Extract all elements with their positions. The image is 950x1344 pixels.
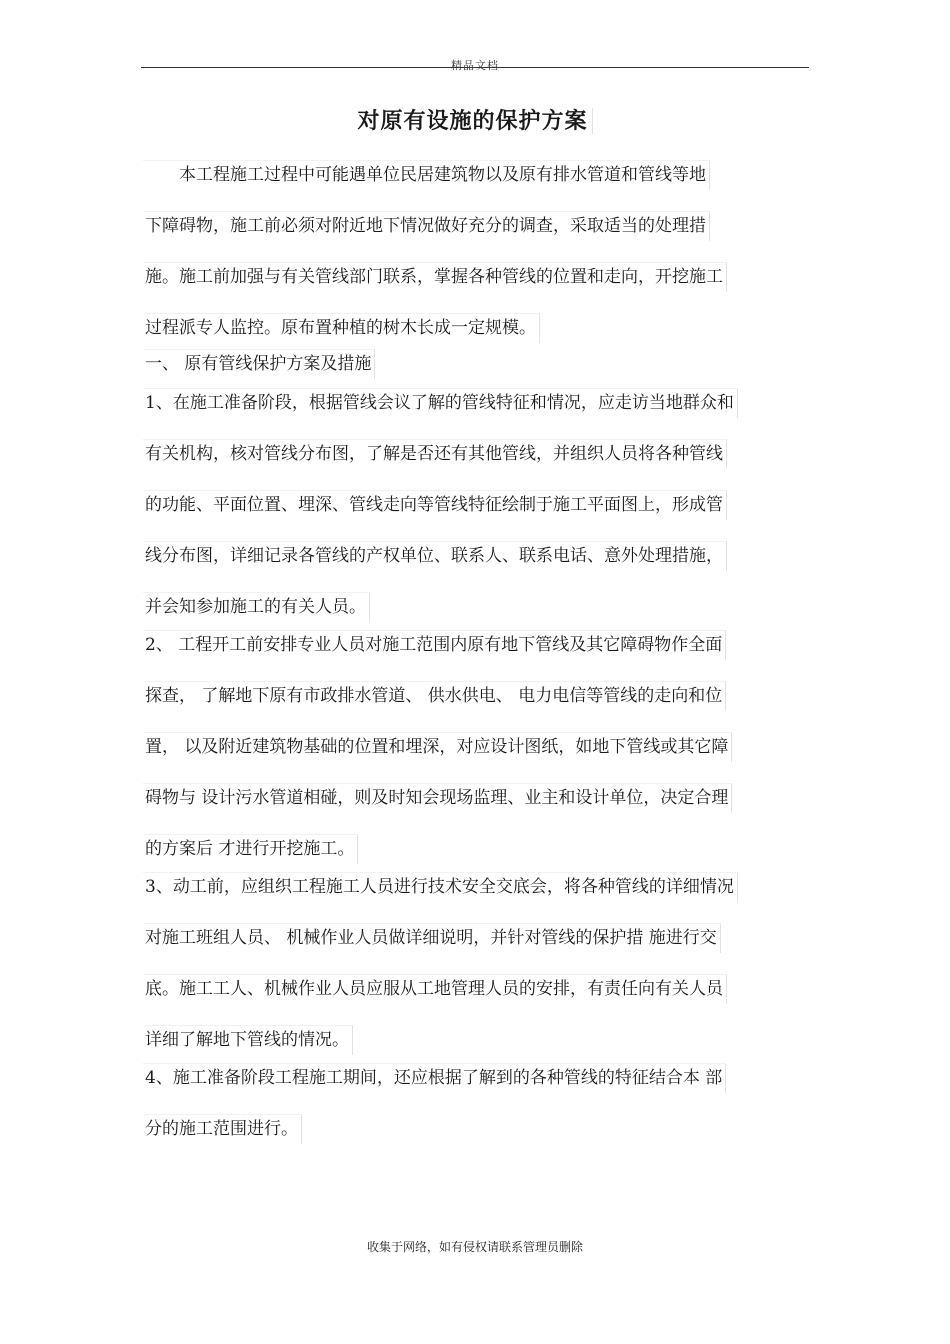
line-text: 施。施工前加强与有关管线部门联系，掌握各种管线的位置和走向，开挖施工 bbox=[143, 262, 727, 292]
paragraph-line bbox=[143, 313, 808, 343]
paragraph-line bbox=[143, 681, 808, 711]
line-text: 一、 原有管线保护方案及措施 bbox=[143, 349, 375, 379]
line-text: 并会知参加施工的有关人员。 bbox=[143, 592, 370, 622]
line-text: 线分布图，详细记录各管线的产权单位、联系人、联系电话、意外处理措施， bbox=[143, 541, 727, 571]
line-text: 的方案后 才进行开挖施工。 bbox=[143, 834, 358, 864]
header-label: 精品文档 bbox=[451, 59, 499, 72]
line-text: 4、施工准备阶段工程施工期间，还应根据了解到的各种管线的特征结合本 部 bbox=[143, 1063, 726, 1093]
paragraph-line bbox=[143, 1025, 808, 1055]
paragraph-line bbox=[143, 262, 808, 292]
paragraph bbox=[143, 388, 808, 622]
paragraph-line bbox=[143, 490, 808, 520]
paragraph-line bbox=[143, 974, 808, 1004]
line-text: 的功能、平面位置、埋深、管线走向等管线特征绘制于施工平面图上，形成管 bbox=[143, 490, 727, 520]
paragraph-line bbox=[143, 211, 808, 241]
line-text: 2、 工程开工前安排专业人员对施工范围内原有地下管线及其它障碍物作全面 bbox=[143, 630, 726, 660]
document-title bbox=[0, 104, 950, 135]
paragraph-line bbox=[143, 439, 808, 469]
paragraph-line bbox=[143, 923, 808, 953]
line-text: 3、动工前，应组织工程施工人员进行技术安全交底会，将各种管线的详细情况 bbox=[143, 872, 738, 902]
line-text: 有关机构，核对管线分布图，了解是否还有其他管线，并组织人员将各种管线 bbox=[143, 439, 727, 469]
paragraph-line bbox=[143, 1063, 808, 1093]
paragraph-line bbox=[143, 834, 808, 864]
paragraph bbox=[143, 872, 808, 1055]
line-text: 探查， 了解地下原有市政排水管道、 供水供电、 电力电信等管线的走向和位 bbox=[143, 681, 726, 711]
paragraph bbox=[143, 630, 808, 864]
line-text: 碍物与 设计污水管道相碰，则及时知会现场监理、业主和设计单位，决定合理 bbox=[143, 783, 732, 813]
paragraph-line bbox=[143, 630, 808, 660]
paragraph bbox=[143, 160, 808, 343]
paragraph-line bbox=[143, 1114, 808, 1144]
paragraph-line bbox=[143, 160, 808, 190]
line-text: 详细了解地下管线的情况。 bbox=[143, 1025, 353, 1055]
paragraph-line bbox=[143, 541, 808, 571]
footer-text: 收集于网络，如有侵权请联系管理员删除 bbox=[366, 1240, 583, 1254]
line-text: 置， 以及附近建筑物基础的位置和埋深，对应设计图纸，如地下管线或其它障 bbox=[143, 732, 732, 762]
paragraph-line bbox=[143, 388, 808, 418]
line-text: 过程派专人监控。原布置种植的树木长成一定规模。 bbox=[143, 313, 540, 343]
line-text: 1、在施工准备阶段，根据管线会议了解的管线特征和情况，应走访当地群众和 bbox=[143, 388, 738, 418]
paragraph-line bbox=[143, 732, 808, 762]
line-text: 对施工班组人员、 机械作业人员做详细说明，并针对管线的保护措 施进行交 bbox=[143, 923, 721, 953]
document-body bbox=[143, 160, 808, 1144]
paragraph-line bbox=[143, 872, 808, 902]
line-text: 本工程施工过程中可能遇单位民居建筑物以及原有排水管道和管线等地 bbox=[143, 160, 710, 190]
paragraph-line bbox=[143, 592, 808, 622]
paragraph bbox=[143, 1063, 808, 1144]
line-text: 底。施工工人、机械作业人员应服从工地管理人员的安排，有责任向有关人员 bbox=[143, 974, 727, 1004]
document-title-text: 对原有设施的保护方案 bbox=[357, 108, 592, 134]
paragraph-line bbox=[143, 783, 808, 813]
line-text: 下障碍物，施工前必须对附近地下情况做好充分的调查，采取适当的处理措 bbox=[143, 211, 710, 241]
paragraph bbox=[143, 349, 808, 379]
paragraph-line bbox=[143, 349, 808, 379]
header-rule bbox=[141, 67, 809, 68]
line-text: 分的施工范围进行。 bbox=[143, 1114, 302, 1144]
